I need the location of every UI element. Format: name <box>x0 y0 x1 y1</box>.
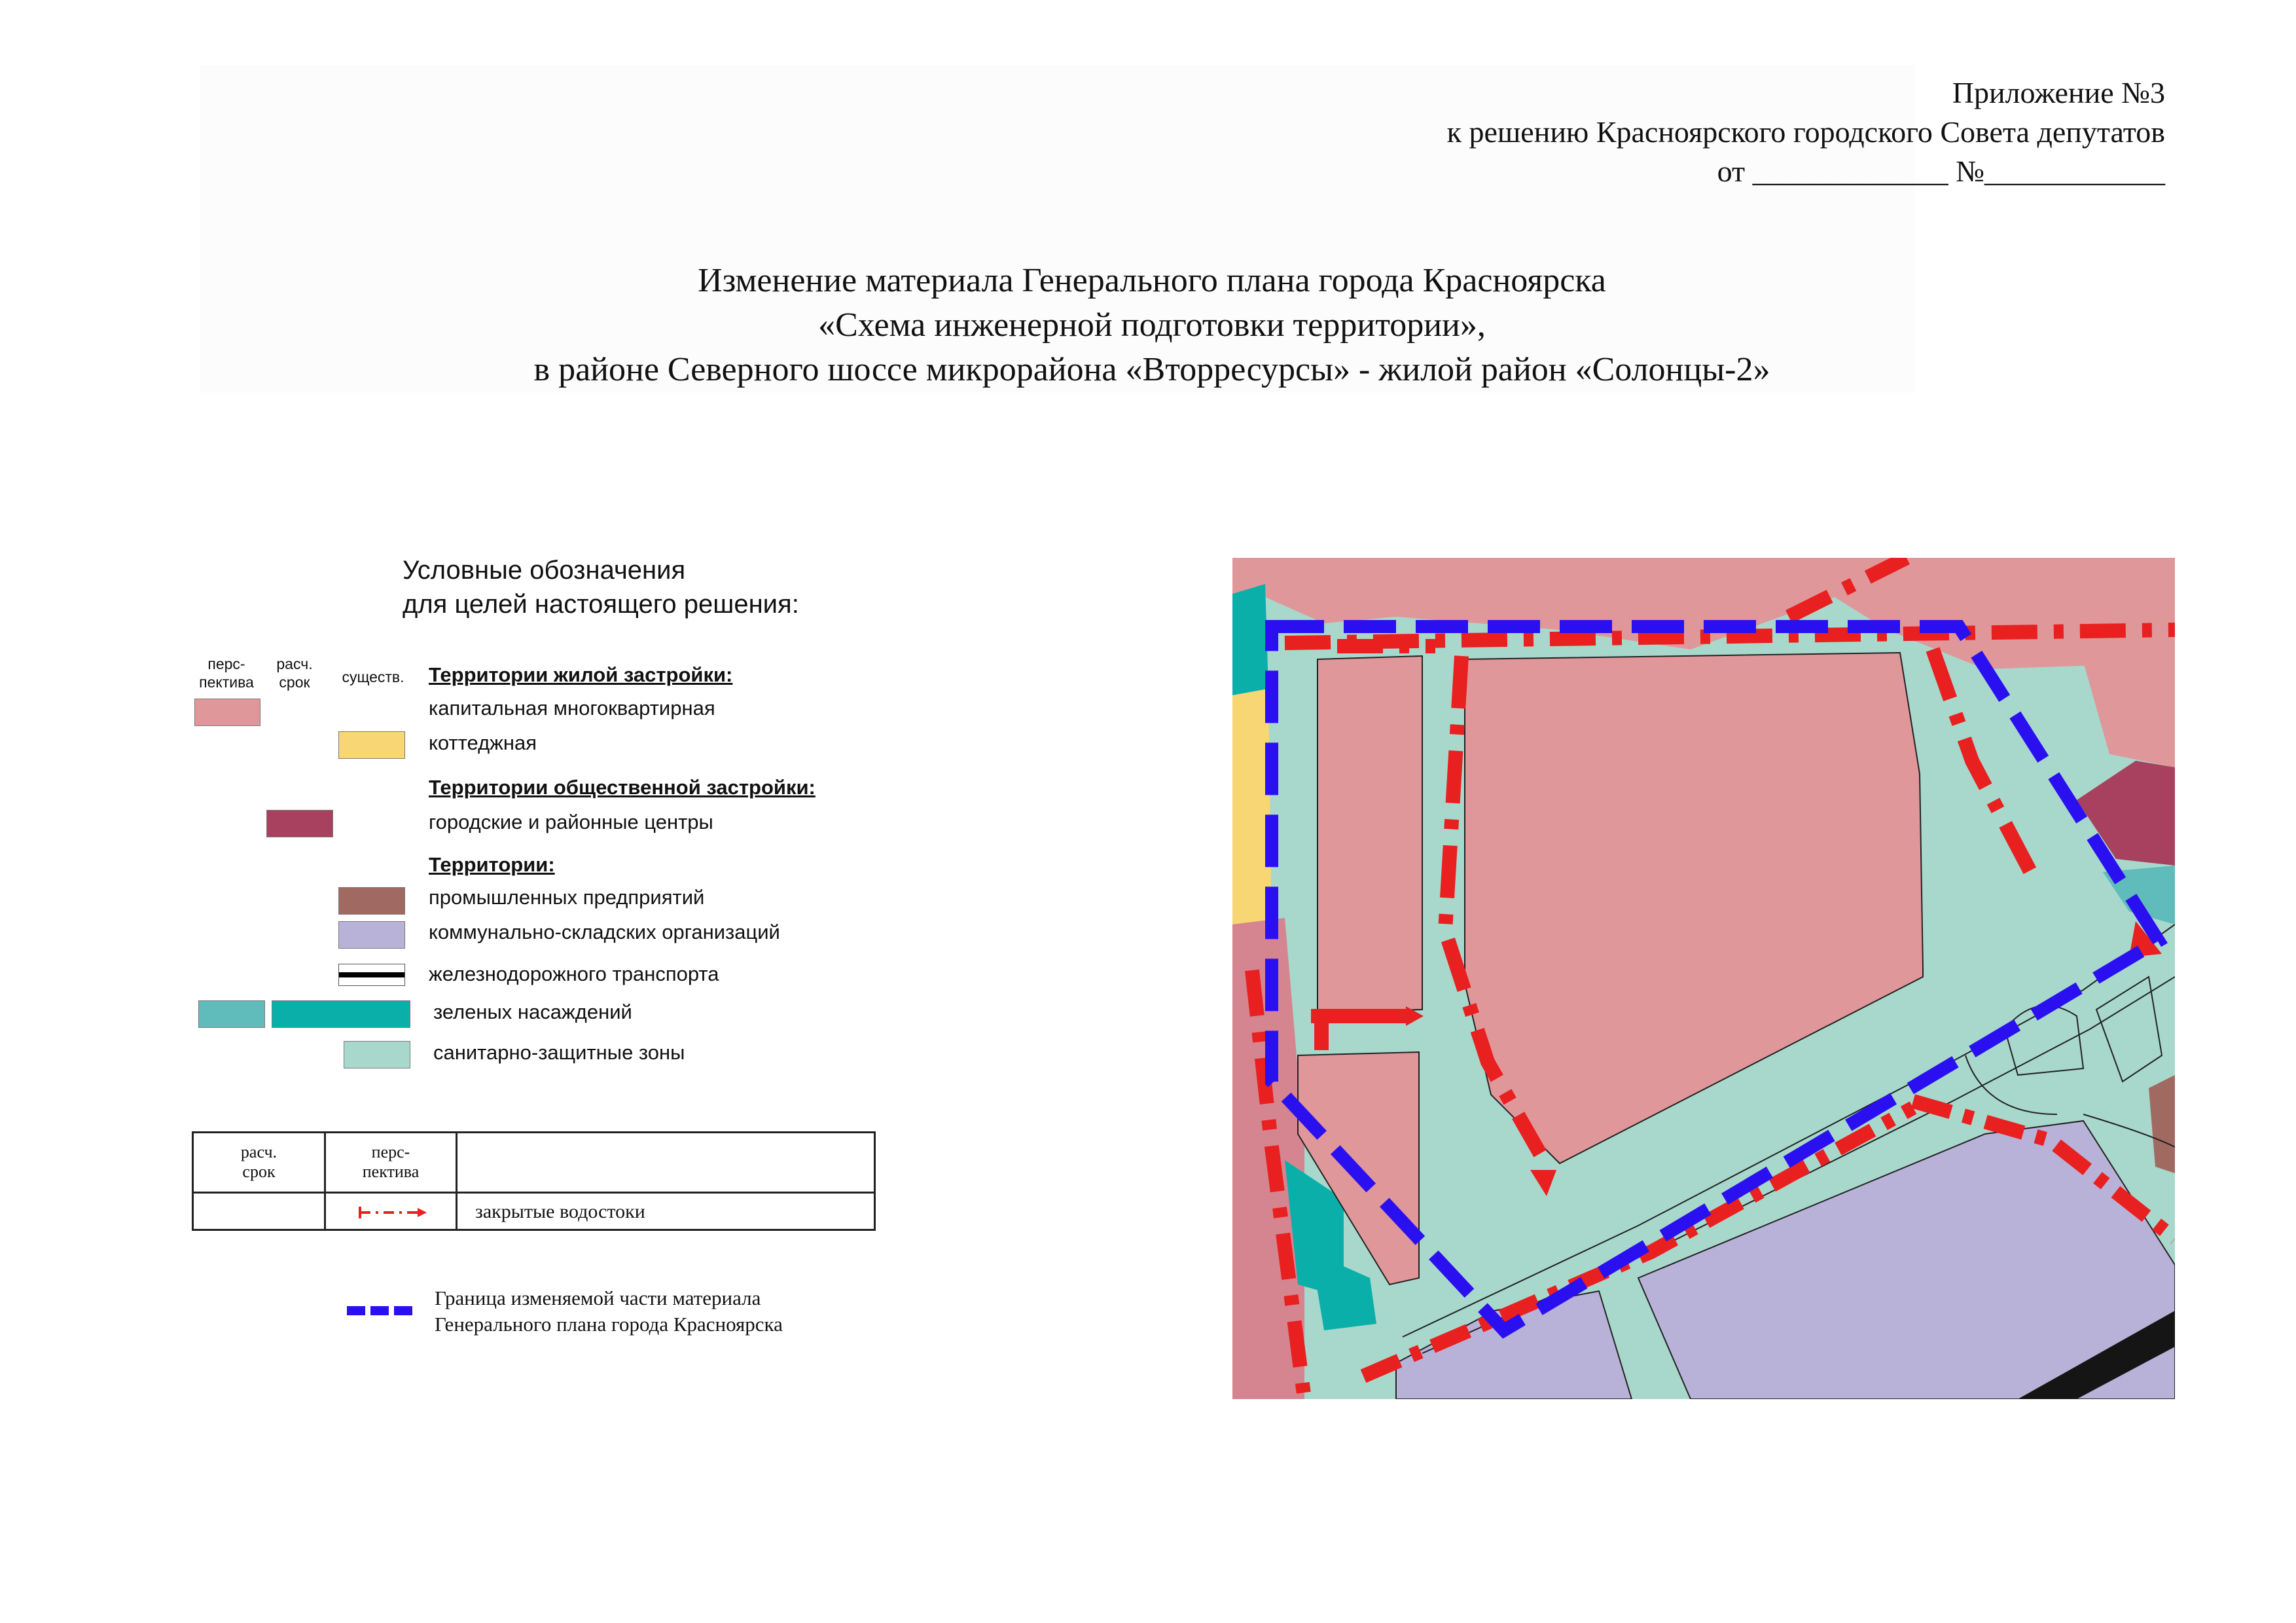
title-line-1: Изменение материала Генерального плана города Красноярска <box>698 262 1606 299</box>
legend-heading <box>403 553 799 621</box>
legend-industrial: промышленных предприятий <box>429 886 705 909</box>
table-col-perspective: перс- пектива <box>362 1142 420 1181</box>
boundary-line-1: Граница изменяемой части материала <box>435 1286 761 1309</box>
title-line-3: в районе Северного шоссе микрорайона «Вторресурсы» - жилой район «Солонцы-2» <box>533 351 1770 388</box>
legend-col-calc: расч. срок <box>276 655 313 691</box>
legend-heading-line-1: Условные обозначения <box>403 556 686 585</box>
legend-col-existing: существ. <box>342 668 404 685</box>
legend-boundary <box>435 1285 783 1338</box>
legend-territories-title: Территории: <box>429 853 555 876</box>
map-green-top-left <box>1232 584 1268 695</box>
legend-residential-cottage: коттеджная <box>429 731 537 754</box>
swatch-communal <box>338 921 405 949</box>
swatch-industrial <box>338 887 405 915</box>
legend-public-title: Территории общественной застройки: <box>429 776 816 799</box>
appendix-number: Приложение №3 <box>1952 76 2165 109</box>
swatch-residential-cottage <box>338 731 405 759</box>
legend-col-perspective: перс- пектива <box>199 655 254 691</box>
swatch-green-existing <box>272 1000 410 1028</box>
swatch-green-calc <box>198 1000 265 1028</box>
legend-communal: коммунально-складских организаций <box>429 921 780 943</box>
legend-sanitary: санитарно-защитные зоны <box>433 1041 685 1064</box>
boundary-symbol-icon <box>347 1306 412 1315</box>
legend-green: зеленых насаждений <box>433 1000 632 1023</box>
legend-public-centers: городские и районные центры <box>429 811 713 833</box>
legend-drain: закрытые водостоки <box>475 1201 645 1222</box>
plan-map <box>1232 558 2175 1399</box>
swatch-sanitary <box>344 1041 410 1068</box>
legend-residential-title: Территории жилой застройки: <box>429 663 733 686</box>
swatch-railway <box>338 964 405 986</box>
table-col-calc: расч. срок <box>240 1142 278 1181</box>
appendix-date-number: от _____________ №____________ <box>1717 155 2165 188</box>
appendix-block <box>1447 73 2165 191</box>
appendix-decision: к решению Красноярского городского Совета депутатов <box>1446 115 2165 149</box>
legend-railway: железнодорожного транспорта <box>429 962 719 985</box>
title-line-2: «Схема инженерной подготовки территории», <box>818 306 1486 344</box>
drain-symbol-icon <box>357 1204 429 1221</box>
boundary-line-2: Генерального плана города Красноярска <box>435 1313 783 1336</box>
drain-table <box>192 1131 876 1231</box>
swatch-residential-capital <box>194 699 260 726</box>
swatch-public-center <box>266 810 333 837</box>
legend-heading-line-2: для целей настоящего решения: <box>403 590 799 619</box>
map-block-west <box>1318 656 1422 1013</box>
legend-residential-capital: капитальная многоквартирная <box>429 697 715 720</box>
document-title <box>301 259 2003 392</box>
